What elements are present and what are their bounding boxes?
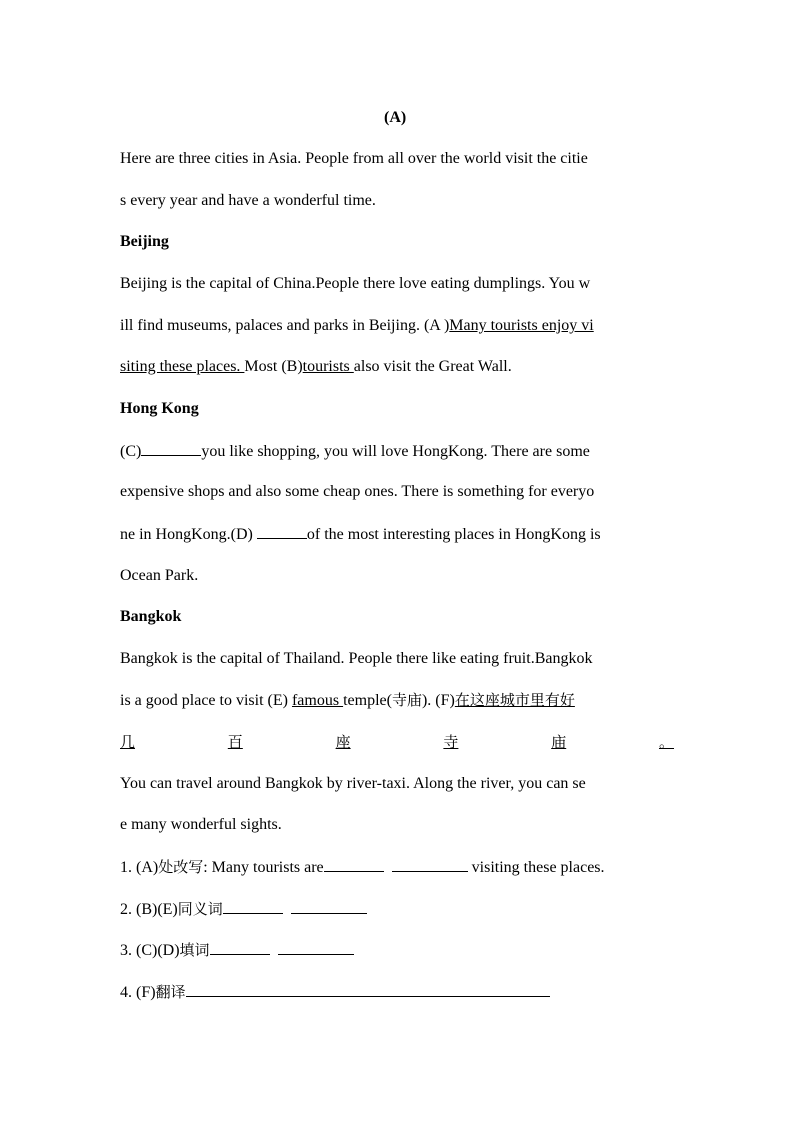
question-3-num: 3. (C)(D) [120, 942, 180, 959]
sentence-f-period: 。 [658, 733, 674, 751]
blank-c [141, 441, 201, 456]
beijing-line-3-end: also visit the Great Wall. [353, 358, 512, 375]
question-2-num: 2. (B)(E) [120, 901, 178, 918]
question-3 [120, 940, 354, 961]
question-1-num: 1. (A) [120, 859, 159, 876]
intro-line-1: Here are three cities in Asia. People from all over the world visit the citie [120, 150, 588, 167]
bangkok-label-f: ). (F) [421, 692, 455, 709]
question-2 [120, 899, 367, 920]
answer-blank-2a[interactable] [223, 899, 283, 914]
beijing-heading: Beijing [120, 233, 169, 250]
question-1-end: visiting these places. [467, 859, 605, 876]
hongkong-label-c: (C) [120, 443, 142, 460]
question-1-cn: 处改写 [158, 858, 204, 876]
answer-blank-1a[interactable] [324, 857, 384, 872]
underlined-word-b: tourists [302, 358, 354, 375]
underlined-word-e: famous [291, 692, 344, 709]
question-2-cn: 同义词 [177, 900, 223, 918]
sentence-f-char-4: 寺 [443, 733, 459, 751]
sentence-f-char-2: 百 [227, 733, 243, 751]
hongkong-heading: Hong Kong [120, 400, 199, 417]
hongkong-line-3-end: of the most interesting places in HongKong is [306, 526, 601, 543]
question-1 [120, 857, 605, 878]
beijing-line-2 [120, 316, 594, 336]
bangkok-line-3 [120, 732, 674, 752]
underlined-sentence-f: 在这座城市里有好 [454, 691, 575, 709]
question-4-num: 4. (F) [120, 984, 156, 1001]
hongkong-line-2: expensive shops and also some cheap ones. There is something for everyo [120, 483, 595, 500]
section-label: (A) [384, 109, 407, 126]
answer-blank-2b[interactable] [291, 899, 367, 914]
sentence-f-char-3: 座 [335, 733, 351, 751]
underlined-sentence-a: Many tourists enjoy vi [449, 317, 594, 334]
bangkok-line-2 [120, 690, 575, 711]
bangkok-temple: temple( [343, 692, 392, 709]
answer-blank-3b[interactable] [278, 940, 354, 955]
hongkong-line-3-text: ne in HongKong.(D) [120, 526, 257, 543]
bangkok-line-4: You can travel around Bangkok by river-taxi. Along the river, you can se [120, 775, 586, 792]
beijing-line-2-text: ill find museums, palaces and parks in Beijing. (A ) [120, 317, 450, 334]
beijing-line-3-text: Most (B) [244, 358, 303, 375]
bangkok-heading: Bangkok [120, 608, 182, 625]
hongkong-line-1 [120, 441, 590, 462]
underlined-sentence-a-cont: siting these places. [120, 358, 245, 375]
bangkok-temple-cn: 寺庙 [391, 691, 422, 709]
bangkok-line-5: e many wonderful sights. [120, 816, 282, 833]
answer-blank-4[interactable] [186, 982, 550, 997]
hongkong-line-3 [120, 524, 601, 545]
question-1-text: : Many tourists are [203, 859, 324, 876]
answer-blank-1b[interactable] [392, 857, 468, 872]
sentence-f-char-5: 庙 [551, 733, 567, 751]
bangkok-line-1: Bangkok is the capital of Thailand. People there like eating fruit.Bangkok [120, 650, 593, 667]
sentence-f-char-1: 几 [120, 733, 136, 751]
question-4 [120, 982, 550, 1003]
question-3-cn: 填词 [179, 941, 210, 959]
bangkok-line-2-text: is a good place to visit (E) [120, 692, 292, 709]
question-4-cn: 翻译 [155, 983, 186, 1001]
intro-line-2: s every year and have a wonderful time. [120, 192, 376, 209]
answer-blank-3a[interactable] [210, 940, 270, 955]
hongkong-line-1-text: you like shopping, you will love HongKong. There are some [201, 443, 590, 460]
blank-d [257, 524, 307, 539]
hongkong-line-4: Ocean Park. [120, 567, 199, 584]
beijing-line-1: Beijing is the capital of China.People there love eating dumplings. You w [120, 275, 591, 292]
beijing-line-3 [120, 357, 512, 377]
